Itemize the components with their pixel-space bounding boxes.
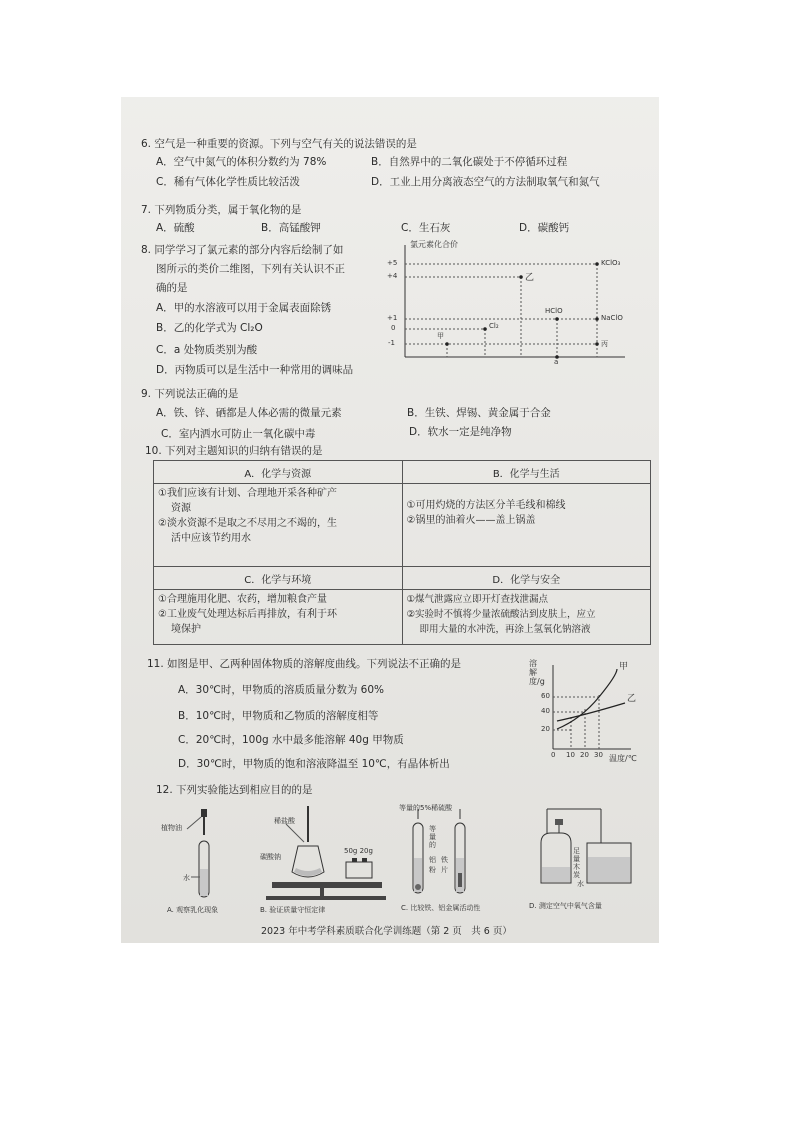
q8-option-c: C．a 处物质类别为酸 [156, 344, 258, 356]
q11-option-d: D．30℃时，甲物质的饱和溶液降温至 10℃，有晶体析出 [178, 758, 450, 770]
q8-stem-line3: 确的是 [156, 282, 188, 294]
q11-ytick-40: 40 [541, 707, 550, 715]
q10-a-line3: ②淡水资源不是取之不尽用之不竭的，生 [158, 518, 337, 529]
q11-xtick-30: 30 [594, 751, 603, 759]
q10-d-line3: 即用大量的水冲洗，再涂上氢氧化钠溶液 [419, 624, 591, 635]
q7-stem: 7. 下列物质分类，属于氧化物的是 [141, 204, 302, 216]
q12-b-caption: B. 验证质量守恒定律 [260, 906, 326, 914]
point-kclo3 [595, 262, 599, 266]
point-hclo [555, 317, 559, 321]
exam-page [121, 97, 659, 943]
point-jia [445, 342, 449, 346]
q12-d-drawing [521, 803, 651, 898]
q8-stem-line1: 8. 同学学习了氯元素的部分内容后绘制了如 [141, 244, 344, 256]
q8-tick-plus5: +5 [387, 259, 398, 267]
q11-option-a: A．30℃时，甲物质的溶质质量分数为 60% [178, 684, 385, 696]
q8-tick-0: 0 [391, 324, 396, 332]
q8-label-naclo: NaClO [601, 314, 623, 322]
q8-option-d: D．丙物质可以是生活中一种常用的调味品 [156, 364, 354, 376]
q9-option-c: C．室内洒水可防止一氧化碳中毒 [161, 428, 316, 440]
q10-table [153, 460, 651, 645]
q8-label-yi: 乙 [525, 273, 535, 283]
q10-d-line1: ①煤气泄露应立即开灯查找泄漏点 [406, 594, 549, 605]
q11-chart [521, 657, 651, 767]
q11-xtick-20: 20 [580, 751, 589, 759]
q10-c-line3: 境保护 [171, 624, 201, 635]
q6-option-d: D．工业上用分离液态空气的方法制取氧气和氮气 [371, 176, 600, 188]
q11-series-jia: 甲 [619, 662, 629, 672]
q12-apparatus-a [161, 807, 251, 917]
q9-stem: 9. 下列说法正确的是 [141, 388, 239, 400]
q12-d-label-water: 水 [577, 880, 584, 888]
curve-jia [557, 669, 617, 729]
q8-label-kclo3: KClO₃ [601, 259, 621, 267]
q11-chart-xlabel: 温度/℃ [609, 754, 637, 763]
q10-b-line2: ②锅里的油着火——盖上锅盖 [406, 515, 536, 526]
q8-label-bing: 丙 [601, 340, 608, 348]
q6-option-a: A．空气中氮气的体积分数约为 78% [156, 156, 327, 168]
q7-option-c: C．生石灰 [401, 222, 451, 234]
q10-b-line1: ①可用灼烧的方法区分羊毛线和棉线 [406, 500, 566, 511]
q12-a-drawing [161, 807, 251, 902]
q12-a-caption: A. 观察乳化现象 [167, 906, 219, 914]
q11-xtick-10: 10 [566, 751, 575, 759]
q10-a-line4: 活中应该节约用水 [171, 533, 251, 544]
q8-label-jia: 甲 [437, 332, 444, 340]
q8-stem-line2: 图所示的类价二维图，下列有关认识不正 [156, 263, 345, 275]
q12-c-label-al: 铝 [429, 856, 436, 864]
q12-c-label-fe: 铁 [441, 856, 448, 864]
q12-c-label-equal: 等量的 [429, 825, 436, 849]
q12-apparatus-c [393, 803, 523, 918]
q10-c-title: C．化学与环境 [154, 567, 403, 590]
q12-stem: 12. 下列实验能达到相应目的的是 [156, 784, 313, 796]
point-naclo [595, 317, 599, 321]
q7-option-b: B．高锰酸钾 [261, 222, 321, 234]
q10-b-content [402, 484, 651, 567]
q12-c-label-acid: 等量的5%稀硫酸 [399, 804, 453, 812]
point-yi [519, 275, 523, 279]
q12-a-label-oil: 植物油 [161, 824, 182, 832]
q10-a-content [154, 484, 403, 567]
q11-chart-ylabel: 溶解度/g [529, 659, 545, 686]
q11-ytick-20: 20 [541, 725, 550, 733]
q12-apparatus-b [246, 802, 396, 917]
q11-series-yi: 乙 [627, 694, 637, 704]
q12-b-label-weights: 50g 20g [344, 847, 373, 855]
q10-stem: 10. 下列对主题知识的归纳有错误的是 [145, 445, 323, 457]
q12-c-label-sheet: 片 [441, 866, 448, 874]
q8-tick-plus1: +1 [387, 314, 398, 322]
q10-d-content [402, 590, 651, 645]
q11-stem: 11. 如图是甲、乙两种固体物质的溶解度曲线。下列说法不正确的是 [147, 658, 462, 670]
q9-option-d: D．软水一定是纯净物 [409, 426, 512, 438]
q8-chart [375, 237, 635, 367]
q8-option-b: B．乙的化学式为 Cl₂O [156, 322, 263, 334]
q10-c-line1: ①合理施用化肥、农药，增加粮食产量 [158, 594, 327, 605]
q8-label-hclo: HClO [545, 307, 563, 315]
point-cl2 [483, 327, 487, 331]
q12-c-label-powder: 粉 [429, 866, 436, 874]
q10-a-line1: ①我们应该有计划、合理地开采各种矿产 [158, 488, 337, 499]
q12-a-label-water: 水 [183, 874, 190, 882]
q11-ytick-60: 60 [541, 692, 550, 700]
q12-apparatus-d [521, 803, 651, 918]
q12-b-label-acid: 稀盐酸 [274, 817, 295, 825]
q6-stem: 6. 空气是一种重要的资源。下列与空气有关的说法错误的是 [141, 138, 417, 150]
q8-tick-plus4: +4 [387, 272, 398, 280]
q8-label-cl2: Cl₂ [489, 322, 499, 330]
q6-option-b: B．自然界中的二氧化碳处于不停循环过程 [371, 156, 568, 168]
q10-c-line2: ②工业废气处理达标后再排放，有利于环 [158, 609, 337, 620]
q10-c-content [154, 590, 403, 645]
q8-chart-ylabel: 氯元素化合价 [410, 240, 458, 249]
q10-d-line2: ②实验时不慎将少量浓硫酸沾到皮肤上，应立 [406, 609, 596, 620]
q8-tick-minus1: -1 [388, 339, 395, 347]
q12-d-caption: D. 测定空气中氧气含量 [529, 902, 602, 910]
q7-option-a: A．硫酸 [156, 222, 195, 234]
q11-option-b: B．10℃时，甲物质和乙物质的溶解度相等 [178, 710, 379, 722]
q10-d-title: D．化学与安全 [402, 567, 651, 590]
q11-xtick-0: 0 [551, 751, 556, 759]
q6-option-c: C．稀有气体化学性质比较活泼 [156, 176, 300, 188]
q12-b-label-carbonate: 碳酸钠 [260, 853, 281, 861]
q10-a-title: A．化学与资源 [154, 461, 403, 484]
q8-label-a: a [554, 358, 559, 366]
q10-b-title: B．化学与生活 [402, 461, 651, 484]
q10-a-line2: 资源 [171, 503, 191, 514]
page-footer: 2023 年中考学科素质联合化学训练题（第 2 页 共 6 页） [261, 926, 512, 937]
q11-option-c: C．20℃时，100g 水中最多能溶解 40g 甲物质 [178, 734, 404, 746]
q8-chart-svg [375, 237, 635, 367]
q12-c-caption: C. 比较铁、铝金属活动性 [401, 904, 481, 912]
q12-c-drawing [393, 803, 523, 901]
point-bing [595, 342, 599, 346]
q8-option-a: A．甲的水溶液可以用于金属表面除锈 [156, 302, 332, 314]
q9-option-b: B．生铁、焊锡、黄金属于合金 [407, 407, 551, 419]
q12-d-label-carbon: 足量木炭 [573, 847, 580, 879]
q7-option-d: D．碳酸钙 [519, 222, 570, 234]
q9-option-a: A．铁、锌、硒都是人体必需的微量元素 [156, 407, 342, 419]
